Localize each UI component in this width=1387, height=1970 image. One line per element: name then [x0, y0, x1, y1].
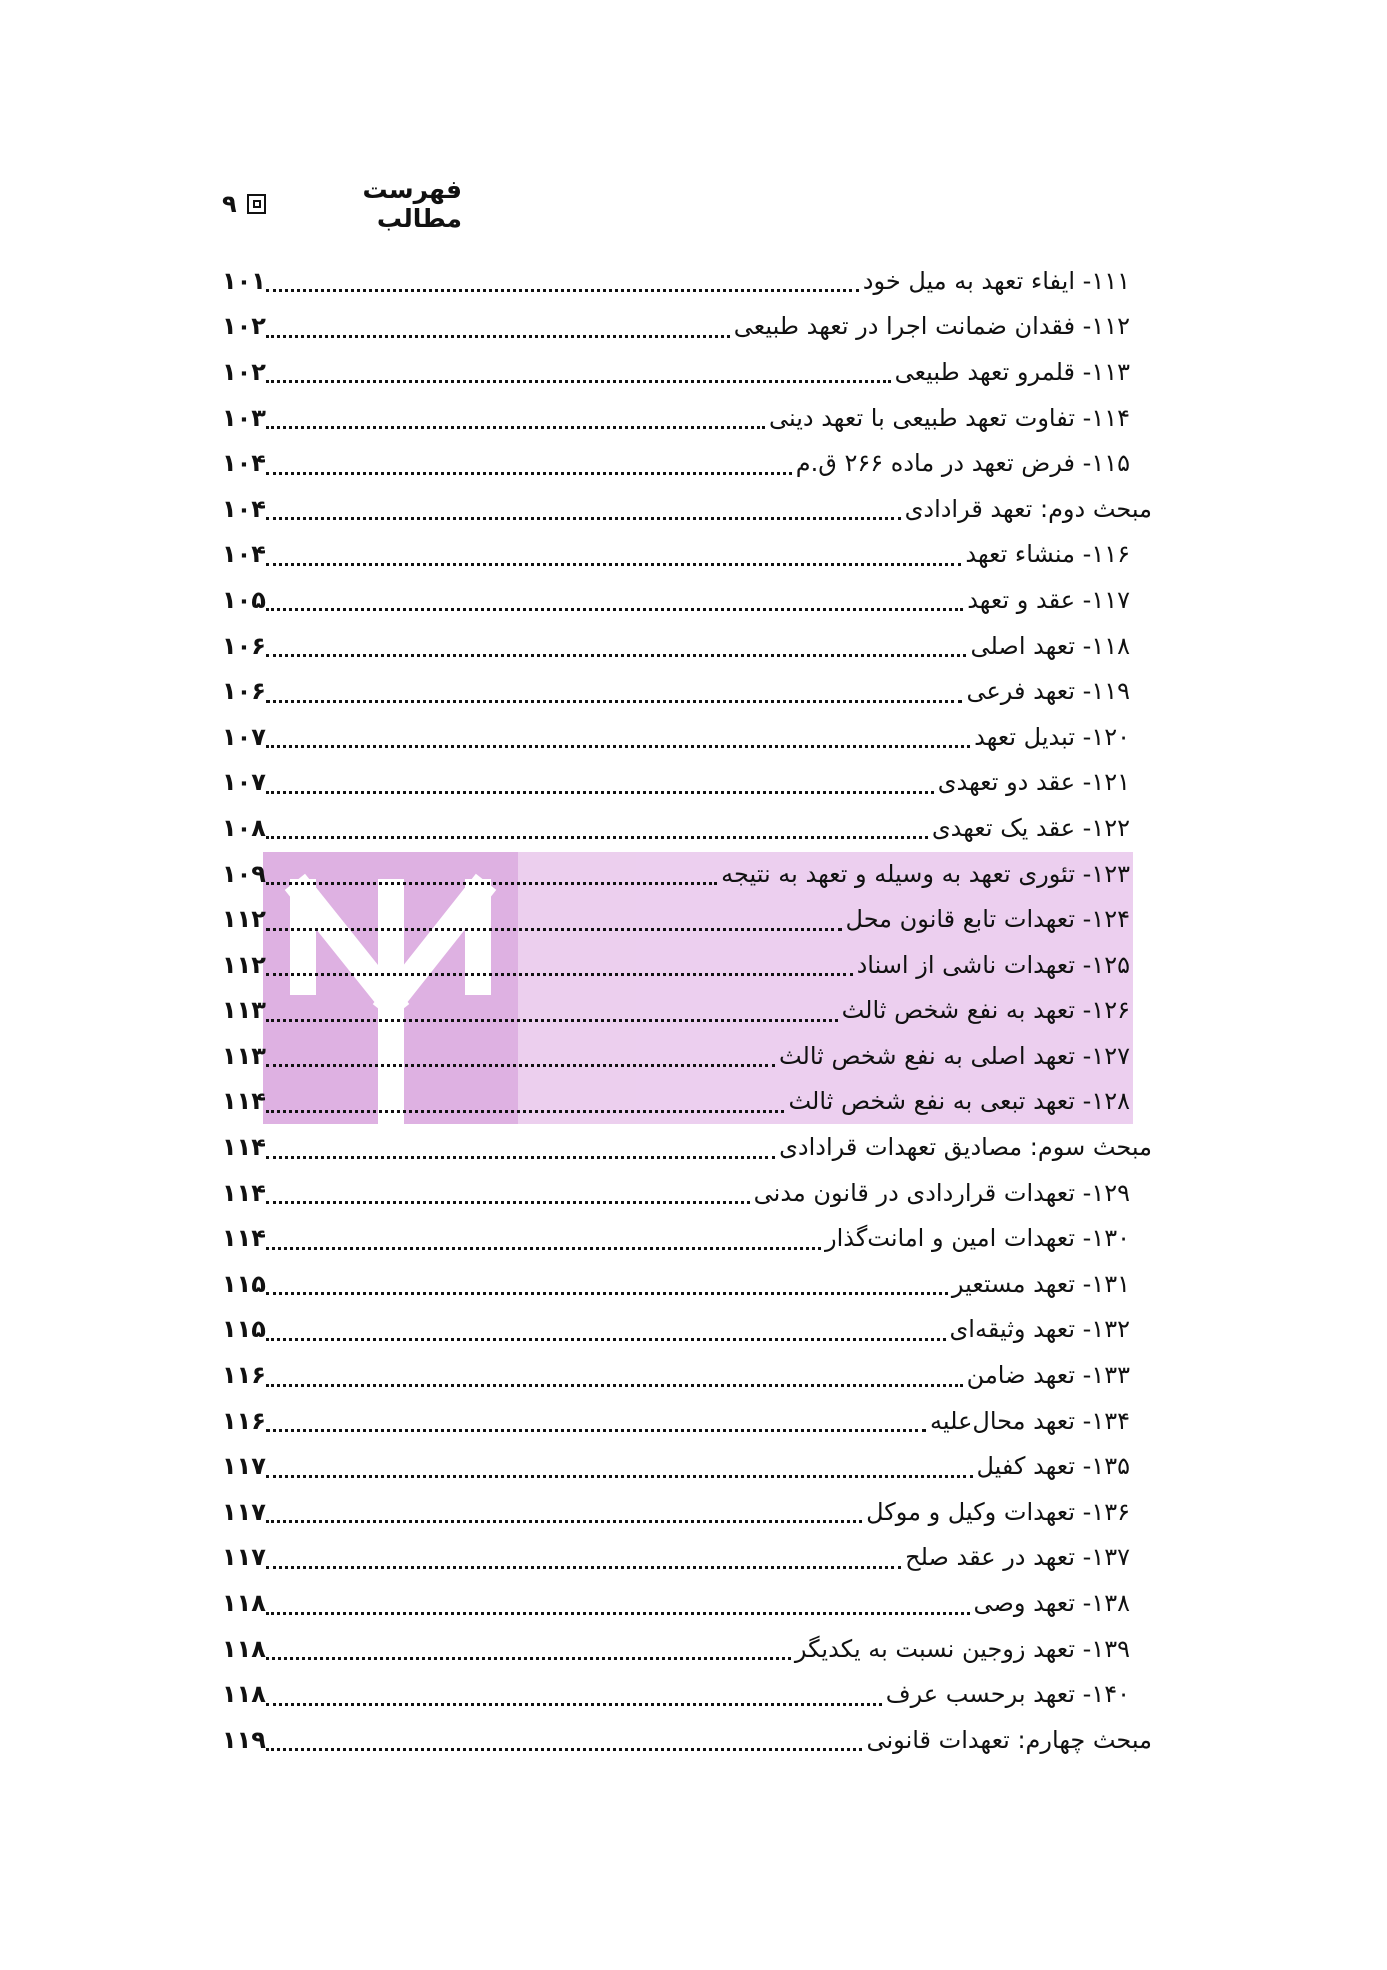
toc-entry-row[interactable]	[222, 1170, 1152, 1216]
toc-entry-title: ۱۲۸- تعهد تبعی به نفع شخص ثالث	[788, 1087, 1130, 1116]
toc-entry-row[interactable]	[222, 1398, 1152, 1444]
dot-leader	[266, 1338, 946, 1341]
toc-entry-title: ۱۱۳- قلمرو تعهد طبیعی	[894, 357, 1130, 386]
toc-entry-row[interactable]	[222, 258, 1152, 304]
toc-page-number: ۱۰۷	[222, 768, 266, 797]
toc-entry-row[interactable]	[222, 1352, 1152, 1398]
dot-leader	[266, 1201, 750, 1204]
toc-entry-title: مبحث چهارم: تعهدات قانونی	[866, 1725, 1152, 1754]
dot-leader	[266, 1292, 948, 1295]
toc-entry-title: ۱۲۶- تعهد به نفع شخص ثالث	[841, 996, 1130, 1025]
toc-section-row[interactable]	[222, 1717, 1152, 1763]
toc-entry-title: ۱۲۹- تعهدات قراردادی در قانون مدنی	[753, 1178, 1130, 1207]
toc-entry-title: ۱۲۴- تعهدات تابع قانون محل	[845, 905, 1130, 934]
dot-leader	[266, 1429, 926, 1432]
toc-entry-title: ۱۳۸- تعهد وصی	[973, 1589, 1130, 1618]
toc-page-number: ۱۰۱	[222, 266, 266, 295]
toc-entry-title: ۱۳۵- تعهد کفیل	[976, 1452, 1130, 1481]
toc-entry-title: مبحث سوم: مصادیق تعهدات قرادادی	[779, 1133, 1152, 1162]
dot-leader	[266, 1703, 882, 1706]
dot-leader	[266, 472, 792, 475]
toc-entry-row[interactable]	[222, 896, 1152, 942]
dot-leader	[266, 836, 928, 839]
toc-entry-row[interactable]	[222, 532, 1152, 578]
toc-entry-row[interactable]	[222, 1033, 1152, 1079]
toc-entry-row[interactable]	[222, 1580, 1152, 1626]
toc-entry-row[interactable]	[222, 714, 1152, 760]
toc-page-number: ۱۱۴	[222, 1087, 266, 1116]
toc-page-number: ۱۰۷	[222, 722, 266, 751]
toc-entry-row[interactable]	[222, 623, 1152, 669]
dot-leader	[266, 335, 730, 338]
toc-entry-row[interactable]	[222, 1443, 1152, 1489]
toc-page-number: ۱۰۴	[222, 494, 266, 523]
toc-entry-title: ۱۲۵- تعهدات ناشی از اسناد	[856, 950, 1130, 979]
toc-entry-row[interactable]	[222, 1079, 1152, 1125]
toc-entry-title: ۱۳۶- تعهدات وکیل و موکل	[866, 1497, 1130, 1526]
toc-entry-title: ۱۱۹- تعهد فرعی	[966, 677, 1130, 706]
dot-leader	[266, 426, 765, 429]
toc-entry-row[interactable]	[222, 1261, 1152, 1307]
dot-leader	[266, 882, 717, 885]
dot-leader	[266, 1475, 973, 1478]
toc-page-number: ۱۱۴	[222, 1178, 266, 1207]
page-number: ۹	[222, 190, 237, 218]
toc-page-number: ۱۱۲	[222, 950, 266, 979]
toc-page-number: ۱۰۶	[222, 677, 266, 706]
toc-entry-title: ۱۱۷- عقد و تعهد	[967, 585, 1130, 614]
dot-leader	[266, 1612, 970, 1615]
toc-page-number: ۱۰۴	[222, 449, 266, 478]
toc-page-number: ۱۱۸	[222, 1634, 266, 1663]
dot-leader	[266, 1019, 838, 1022]
dot-leader	[266, 745, 970, 748]
dot-leader	[266, 289, 859, 292]
toc-entry-title: ۱۲۳- تئوری تعهد به وسیله و تعهد به نتیجه	[721, 859, 1130, 888]
toc-entry-row[interactable]	[222, 440, 1152, 486]
toc-entry-title: مبحث دوم: تعهد قرادادی	[904, 494, 1152, 523]
toc-page-number: ۱۱۸	[222, 1680, 266, 1709]
toc-entry-title: ۱۳۲- تعهد وثیقه‌ای	[949, 1315, 1130, 1344]
toc-entry-title: ۱۲۰- تبدیل تعهد	[974, 722, 1130, 751]
toc-page-number: ۱۰۶	[222, 631, 266, 660]
toc-entry-row[interactable]	[222, 1535, 1152, 1581]
toc-page-number: ۱۰۲	[222, 357, 266, 386]
toc-page-number: ۱۱۴	[222, 1224, 266, 1253]
toc-entry-title: ۱۳۷- تعهد در عقد صلح	[905, 1543, 1130, 1572]
toc-section-row[interactable]	[222, 486, 1152, 532]
toc-entry-row[interactable]	[222, 1215, 1152, 1261]
toc-page-number: ۱۱۷	[222, 1452, 266, 1481]
dot-leader	[266, 973, 853, 976]
toc-page-number: ۱۰۵	[222, 585, 266, 614]
toc-entry-row[interactable]	[222, 760, 1152, 806]
toc-entry-row[interactable]	[222, 349, 1152, 395]
toc-entry-row[interactable]	[222, 577, 1152, 623]
toc-page-number: ۱۱۷	[222, 1543, 266, 1572]
toc-entry-title: ۱۱۴- تفاوت تعهد طبیعی با تعهد دینی	[768, 403, 1130, 432]
toc-page-number: ۱۱۳	[222, 1041, 266, 1070]
toc-entry-title: ۱۳۰- تعهدات امین و امانت‌گذار	[824, 1224, 1130, 1253]
toc-page-number: ۱۱۵	[222, 1315, 266, 1344]
toc-entry-title: ۱۳۹- تعهد زوجین نسبت به یکدیگر	[794, 1634, 1130, 1663]
toc-page-number: ۱۱۶	[222, 1406, 266, 1435]
toc-section-row[interactable]	[222, 1124, 1152, 1170]
dot-leader	[266, 1156, 775, 1159]
page-title: فهرست مطالب	[362, 175, 462, 233]
toc-page-number: ۱۱۴	[222, 1133, 266, 1162]
toc-page-number: ۱۱۶	[222, 1361, 266, 1390]
toc-page-number: ۱۱۵	[222, 1269, 266, 1298]
toc-entry-title: ۱۲۲- عقد یک تعهدی	[931, 813, 1130, 842]
toc-page-number: ۱۰۴	[222, 540, 266, 569]
toc-page-number: ۱۱۸	[222, 1589, 266, 1618]
toc-page-number: ۱۰۳	[222, 403, 266, 432]
toc-entry-row[interactable]	[222, 1307, 1152, 1353]
page-header	[222, 175, 462, 233]
toc-page-number: ۱۱۳	[222, 996, 266, 1025]
dot-leader	[266, 563, 961, 566]
toc-entry-row[interactable]	[222, 1489, 1152, 1535]
toc-entry-row[interactable]	[222, 1626, 1152, 1672]
toc-entry-title: ۱۳۳- تعهد ضامن	[966, 1361, 1130, 1390]
toc-entry-title: ۱۱۵- فرض تعهد در ماده ۲۶۶ ق.م	[795, 449, 1130, 478]
toc-page-number: ۱۰۲	[222, 312, 266, 341]
toc-entry-title: ۱۲۷- تعهد اصلی به نفع شخص ثالث	[778, 1041, 1130, 1070]
toc-entry-row[interactable]	[222, 1671, 1152, 1717]
dot-leader	[266, 654, 966, 657]
toc-page-number: ۱۰۸	[222, 813, 266, 842]
toc-entry-title: ۱۳۱- تعهد مستعیر	[951, 1269, 1130, 1298]
toc-entry-row[interactable]	[222, 805, 1152, 851]
toc-page-number: ۱۱۷	[222, 1497, 266, 1526]
square-ornament-icon	[247, 194, 266, 214]
toc-page-number: ۱۱۹	[222, 1725, 266, 1754]
dot-leader	[266, 700, 962, 703]
dot-leader	[266, 1520, 862, 1523]
toc-entry-row[interactable]	[222, 668, 1152, 714]
dot-leader	[266, 517, 901, 520]
toc-entry-row[interactable]	[222, 304, 1152, 350]
toc-page-number: ۱۰۹	[222, 859, 266, 888]
dot-leader	[266, 1247, 821, 1250]
toc-entry-title: ۱۱۸- تعهد اصلی	[970, 631, 1130, 660]
toc-entry-row[interactable]	[222, 395, 1152, 441]
dot-leader	[266, 608, 963, 611]
dot-leader	[266, 380, 891, 383]
dot-leader	[266, 1657, 791, 1660]
toc-entry-title: ۱۳۴- تعهد محال‌علیه	[930, 1406, 1130, 1435]
toc-entry-row[interactable]	[222, 988, 1152, 1034]
dot-leader	[266, 1384, 963, 1387]
toc-entry-title: ۱۲۱- عقد دو تعهدی	[937, 768, 1130, 797]
toc-entry-title: ۱۱۶- منشاء تعهد	[965, 540, 1130, 569]
dot-leader	[266, 1064, 775, 1067]
toc-entry-title: ۱۴۰- تعهد برحسب عرف	[885, 1680, 1130, 1709]
toc-entry-row[interactable]	[222, 851, 1152, 897]
dot-leader	[266, 928, 842, 931]
dot-leader	[266, 1748, 862, 1751]
dot-leader	[266, 791, 934, 794]
toc-entry-title: ۱۱۲- فقدان ضمانت اجرا در تعهد طبیعی	[733, 312, 1130, 341]
toc-entry-row[interactable]	[222, 942, 1152, 988]
table-of-contents	[222, 258, 1152, 1763]
dot-leader	[266, 1566, 901, 1569]
toc-page-number: ۱۱۲	[222, 905, 266, 934]
toc-entry-title: ۱۱۱- ایفاء تعهد به میل خود	[862, 266, 1130, 295]
dot-leader	[266, 1110, 784, 1113]
